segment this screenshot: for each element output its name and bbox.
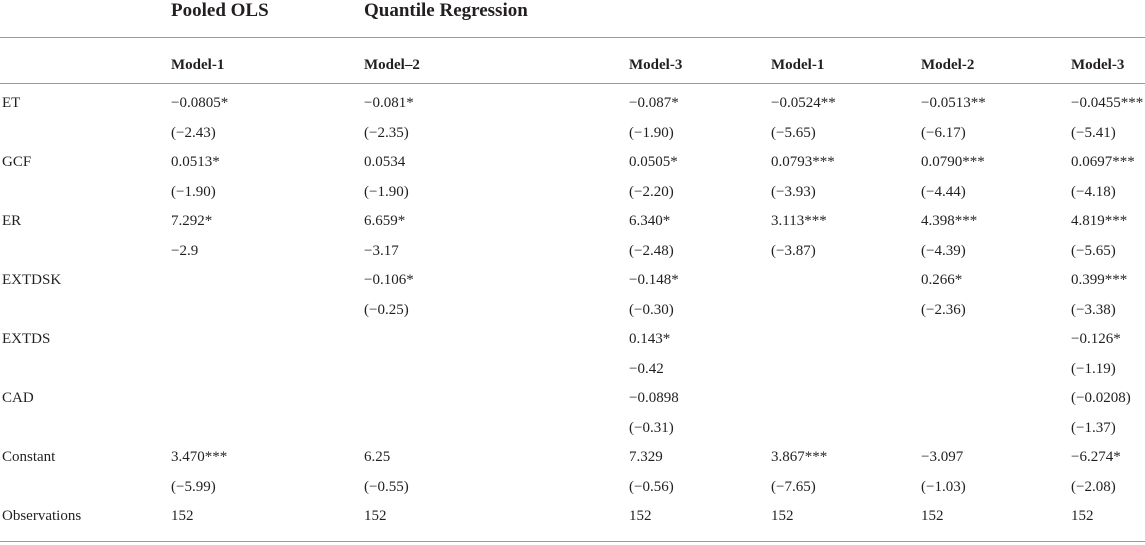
- observations-cell: 152: [364, 508, 387, 524]
- statistic-cell: −0.42: [629, 361, 664, 377]
- coefficient-cell: 0.0790***: [921, 154, 985, 170]
- observations-label: Observations: [2, 508, 82, 524]
- observations-cell: 152: [921, 508, 944, 524]
- coefficient-cell: 4.398***: [921, 213, 978, 229]
- statistic-cell: (−5.41): [1071, 125, 1116, 141]
- coefficient-cell: 0.0534: [364, 154, 406, 170]
- coefficient-cell: −0.081*: [364, 95, 414, 111]
- coefficient-cell: −6.274*: [1071, 449, 1121, 465]
- coefficient-cell: −3.097: [921, 449, 964, 465]
- coefficient-cell: 3.113***: [771, 213, 827, 229]
- observations-cell: 152: [1071, 508, 1094, 524]
- group-header-pooled-ols: Pooled OLS: [171, 0, 269, 21]
- row-label: Constant: [2, 449, 56, 465]
- model-header-1: Model-1: [171, 57, 225, 73]
- statistic-cell: (−2.35): [364, 125, 409, 141]
- statistic-cell: −2.9: [171, 243, 199, 259]
- model-header-6: Model-3: [1071, 57, 1125, 73]
- statistic-cell: −3.17: [364, 243, 399, 259]
- row-label: CAD: [2, 390, 34, 406]
- observations-cell: 152: [629, 508, 652, 524]
- statistic-cell: (−4.39): [921, 243, 966, 259]
- coefficient-cell: 0.399***: [1071, 272, 1128, 288]
- statistic-cell: (−2.08): [1071, 479, 1116, 495]
- model-header-3: Model-3: [629, 57, 683, 73]
- coefficient-cell: −0.087*: [629, 95, 679, 111]
- coefficient-cell: −0.106*: [364, 272, 414, 288]
- coefficient-cell: −0.0455***: [1071, 95, 1144, 111]
- coefficient-cell: 0.266*: [921, 272, 963, 288]
- row-label: EXTDS: [2, 331, 51, 347]
- statistic-cell: (−1.90): [364, 184, 409, 200]
- coefficient-cell: −0.126*: [1071, 331, 1121, 347]
- coefficient-cell: 6.340*: [629, 213, 671, 229]
- statistic-cell: (−0.56): [629, 479, 674, 495]
- statistic-cell: (−1.90): [171, 184, 216, 200]
- statistic-cell: (−2.36): [921, 302, 966, 318]
- header-rule: [0, 83, 1145, 84]
- model-header-5: Model-2: [921, 57, 975, 73]
- coefficient-cell: −0.0513**: [921, 95, 986, 111]
- statistic-cell: (−7.65): [771, 479, 816, 495]
- bottom-rule: [0, 541, 1145, 542]
- row-label: ET: [2, 95, 21, 111]
- statistic-cell: (−1.19): [1071, 361, 1116, 377]
- top-rule: [0, 37, 1145, 38]
- coefficient-cell: 4.819***: [1071, 213, 1128, 229]
- statistic-cell: (−4.18): [1071, 184, 1116, 200]
- statistic-cell: (−0.30): [629, 302, 674, 318]
- statistic-cell: (−3.38): [1071, 302, 1116, 318]
- coefficient-cell: 3.867***: [771, 449, 828, 465]
- row-label: EXTDSK: [2, 272, 62, 288]
- statistic-cell: (−0.55): [364, 479, 409, 495]
- coefficient-cell: 0.143*: [629, 331, 671, 347]
- observations-cell: 152: [171, 508, 194, 524]
- coefficient-cell: 6.25: [364, 449, 391, 465]
- coefficient-cell: 6.659*: [364, 213, 406, 229]
- statistic-cell: (−2.20): [629, 184, 674, 200]
- group-header-quantile-regression: Quantile Regression: [364, 0, 528, 21]
- statistic-cell: (−5.65): [771, 125, 816, 141]
- statistic-cell: (−2.48): [629, 243, 674, 259]
- coefficient-cell: 0.0513*: [171, 154, 220, 170]
- statistic-cell: (−3.87): [771, 243, 816, 259]
- model-header-4: Model-1: [771, 57, 825, 73]
- coefficient-cell: −0.0805*: [171, 95, 229, 111]
- coefficient-cell: −0.148*: [629, 272, 679, 288]
- coefficient-cell: −0.0898: [629, 390, 679, 406]
- statistic-cell: (−2.43): [171, 125, 216, 141]
- statistic-cell: (−0.31): [629, 420, 674, 436]
- statistic-cell: (−3.93): [771, 184, 816, 200]
- observations-cell: 152: [771, 508, 794, 524]
- statistic-cell: (−5.65): [1071, 243, 1116, 259]
- statistic-cell: (−4.44): [921, 184, 966, 200]
- statistic-cell: (−5.99): [171, 479, 216, 495]
- statistic-cell: (−1.90): [629, 125, 674, 141]
- row-label: ER: [2, 213, 22, 229]
- coefficient-cell: 0.0697***: [1071, 154, 1135, 170]
- coefficient-cell: 3.470***: [171, 449, 228, 465]
- coefficient-cell: 0.0505*: [629, 154, 678, 170]
- statistic-cell: (−1.03): [921, 479, 966, 495]
- coefficient-cell: 0.0793***: [771, 154, 835, 170]
- statistic-cell: (−1.37): [1071, 420, 1116, 436]
- coefficient-cell: 7.292*: [171, 213, 213, 229]
- statistic-cell: (−0.25): [364, 302, 409, 318]
- coefficient-cell: 7.329: [629, 449, 663, 465]
- row-label: GCF: [2, 154, 32, 170]
- coefficient-cell: (−0.0208): [1071, 390, 1131, 406]
- statistic-cell: (−6.17): [921, 125, 966, 141]
- model-header-2: Model–2: [364, 57, 420, 73]
- coefficient-cell: −0.0524**: [771, 95, 836, 111]
